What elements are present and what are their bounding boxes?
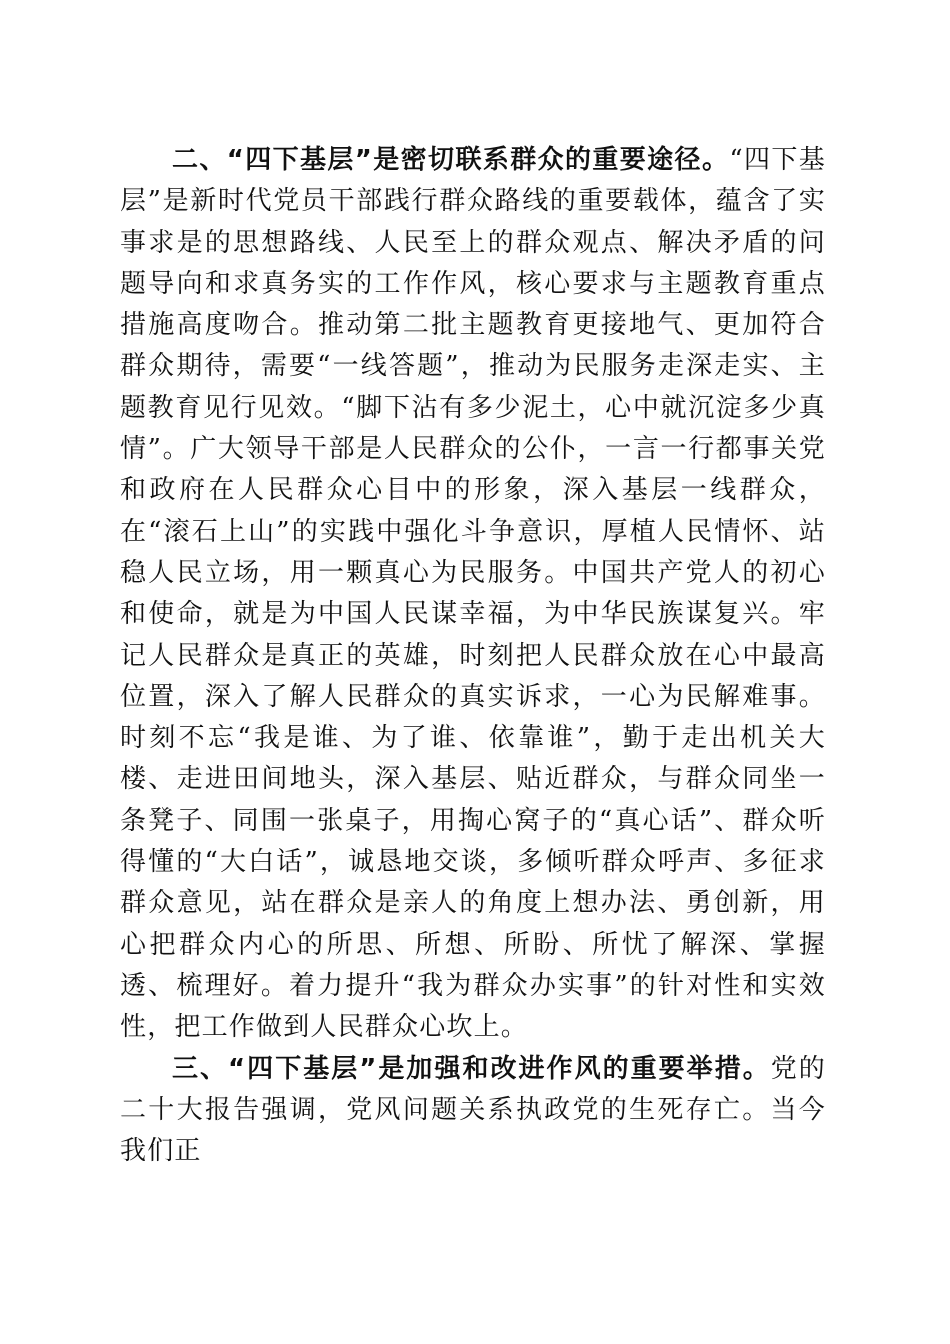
section-3-heading: 三、“四下基层”是加强和改进作风的重要举措。 (172, 1053, 771, 1084)
paragraph-section-3 (120, 1049, 826, 1173)
section-3-text: 党的二十大报告强调，党风问题关系执政党的生死存亡。当今我们正 (120, 1053, 826, 1167)
document-body (120, 140, 826, 1172)
section-2-heading: 二、“四下基层”是密切联系群众的重要途径。 (172, 145, 730, 175)
section-2-text: “四下基层”是新时代党员干部践行群众路线的重要载体，蕴含了实事求是的思想路线、人民至上的群众观点、解决矛盾的问题导向和求真务实的工作作风，核心要求与主题教育重点措施高度吻合。推动第二批主题教育更接地气、更加符合群众期待，需要“一线答题”，推动为民服务走深走实、主题教育见行见效。“脚下沾有多少泥土，心中就沉淀多少真情”。广大领导干部是人民群众的公仆，一言一行都事关党和政府在人民群众心目中的形象，深入基层一线群众，在“滚石上山”的实践中强化斗争意识，厚植人民情怀、站稳人民立场，用一颗真心为民服务。中国共产党人的初心和使命，就是为中国人民谋幸福，为中华民族谋复兴。牢记人民群众是真正的英雄，时刻把人民群众放在心中最高位置，深入了解人民群众的真实诉求，一心为民解难事。时刻不忘“我是谁、为了谁、依靠谁”，勤于走出机关大楼、走进田间地头，深入基层、贴近群众，与群众同坐一条凳子、同围一张桌子，用掏心窝子的“真心话”、群众听得懂的“大白话”，诚恳地交谈，多倾听群众呼声、多征求群众意见，站在群众是亲人的角度上想办法、勇创新，用心把群众内心的所思、所想、所盼、所忧了解深、掌握透、梳理好。着力提升“我为群众办实事”的针对性和实效性，把工作做到人民群众心坎上。 (120, 145, 826, 1043)
paragraph-section-2 (120, 140, 826, 1049)
